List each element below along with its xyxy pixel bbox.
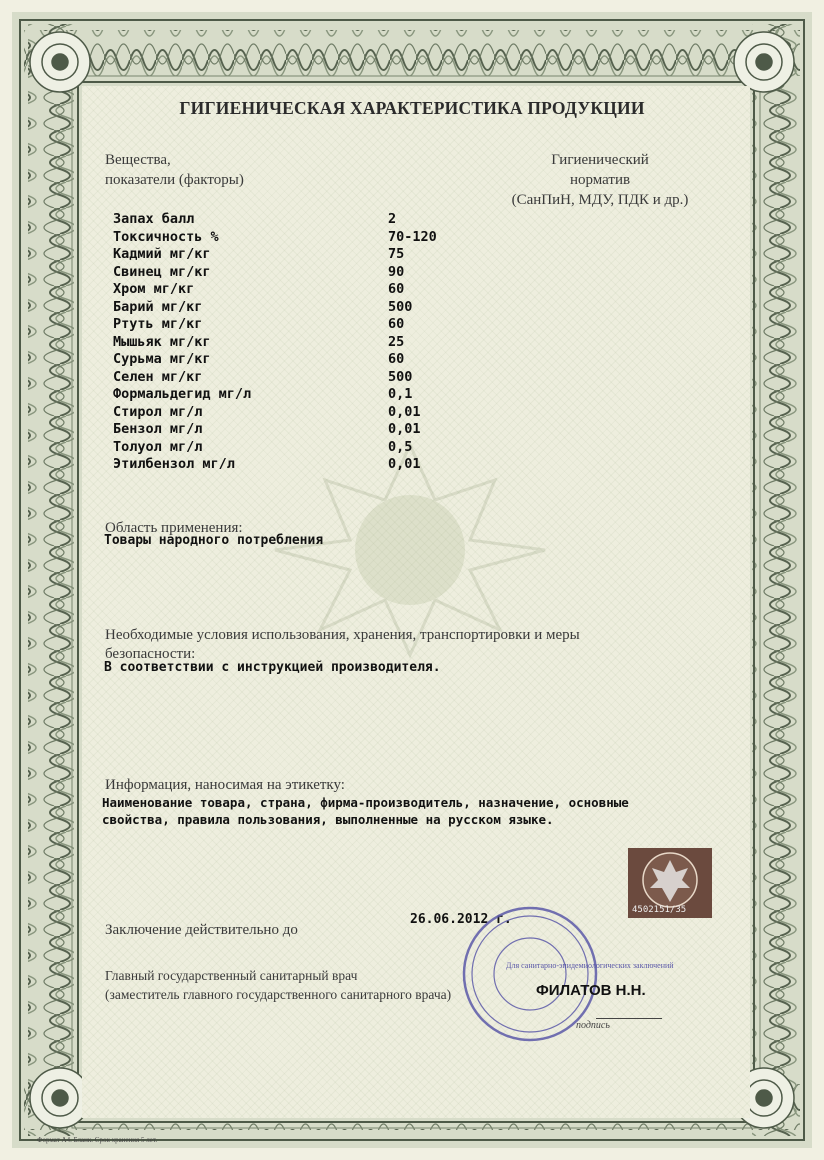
table-row	[113, 439, 437, 457]
conditions-value: В соответствии с инструкцией производителя.	[104, 660, 441, 675]
substance-name: Токсичность %	[113, 228, 219, 245]
table-row	[113, 404, 437, 422]
substance-value: 60	[388, 351, 405, 367]
table-row	[113, 281, 437, 299]
hologram-number: 4502151/35	[632, 905, 687, 915]
substance-name: Хром мг/кг	[113, 281, 195, 297]
table-row	[113, 211, 437, 229]
label-info-label: Информация, наносимая на этикетку:	[105, 777, 345, 793]
substance-value: 70-120	[388, 228, 437, 245]
substance-value: 0,01	[388, 403, 421, 420]
substance-name: Формальдегид мг/л	[113, 386, 252, 402]
table-row	[113, 351, 437, 369]
table-row	[113, 386, 437, 404]
substance-value: 0,1	[388, 386, 413, 402]
substance-value: 60	[388, 281, 405, 297]
scope-value: Товары народного потребления	[104, 533, 324, 548]
substance-name: Этилбензол мг/л	[113, 456, 235, 472]
substance-value: 75	[388, 246, 405, 262]
substance-name: Кадмий мг/кг	[113, 246, 211, 262]
footnote: Формат А4. Бланк. Срок хранения 5 лет.	[37, 1136, 158, 1144]
table-row	[113, 264, 437, 282]
substance-name: Стирол мг/л	[113, 403, 203, 420]
table-row	[113, 369, 437, 387]
signature-caption: подпись	[576, 1020, 610, 1031]
substance-name: Ртуть мг/кг	[113, 316, 203, 332]
substance-name: Сурьма мг/кг	[113, 351, 211, 367]
signature-line	[596, 1018, 662, 1019]
substance-name: Селен мг/кг	[113, 368, 203, 385]
conditions-label-line1: Необходимые условия использования, хранения, транспортировки и меры	[105, 627, 580, 643]
substance-value: 500	[388, 298, 413, 315]
substance-name: Барий мг/кг	[113, 298, 203, 315]
table-row	[113, 316, 437, 334]
substance-value: 0,5	[388, 438, 413, 455]
doctor-title-line1: Главный государственный санитарный врач	[105, 968, 358, 983]
stamp-text: Для санитарно-эпидемиологических заключений	[506, 961, 674, 970]
substance-value: 90	[388, 263, 405, 280]
substance-name: Бензол мг/л	[113, 421, 203, 437]
substance-value: 500	[388, 368, 413, 385]
substance-name: Толуол мг/л	[113, 438, 203, 455]
substance-name: Свинец мг/кг	[113, 263, 211, 280]
conditions-label-line2: безопасности:	[105, 646, 196, 662]
substance-value: 2	[388, 211, 397, 227]
norm-header-line1: Гигиенический	[551, 152, 649, 168]
substances-header-line2: показатели (факторы)	[105, 172, 244, 188]
table-row	[113, 299, 437, 317]
substance-name: Запах балл	[113, 211, 195, 227]
table-row	[113, 334, 437, 352]
substance-value: 0,01	[388, 456, 421, 472]
substances-table	[113, 211, 437, 474]
table-row	[113, 456, 437, 474]
scope-label: Область применения:	[105, 520, 243, 536]
table-row	[113, 229, 437, 247]
norm-header-line3: (СанПиН, МДУ, ПДК и др.)	[511, 192, 689, 208]
substances-header-line1: Вещества,	[105, 152, 171, 168]
document-title: ГИГИЕНИЧЕСКАЯ ХАРАКТЕРИСТИКА ПРОДУКЦИИ	[179, 98, 645, 118]
validity-label: Заключение действительно до	[105, 922, 298, 938]
table-row	[113, 421, 437, 439]
validity-date: 26.06.2012 г.	[410, 912, 512, 927]
substance-value: 0,01	[388, 421, 421, 437]
label-info-line1: Наименование товара, страна, фирма-производитель, назначение, основные	[102, 795, 629, 810]
doctor-name: ФИЛАТОВ Н.Н.	[536, 982, 646, 999]
doctor-title-line2: (заместитель главного государственного санитарного врача)	[105, 987, 452, 1002]
substance-value: 25	[388, 333, 405, 350]
substance-value: 60	[388, 316, 405, 332]
substance-name: Мышьяк мг/кг	[113, 333, 211, 350]
norm-header-line2: норматив	[569, 172, 631, 188]
hologram-sticker	[628, 848, 712, 918]
table-row	[113, 246, 437, 264]
label-info-line2: свойства, правила пользования, выполненные на русском языке.	[102, 812, 554, 827]
